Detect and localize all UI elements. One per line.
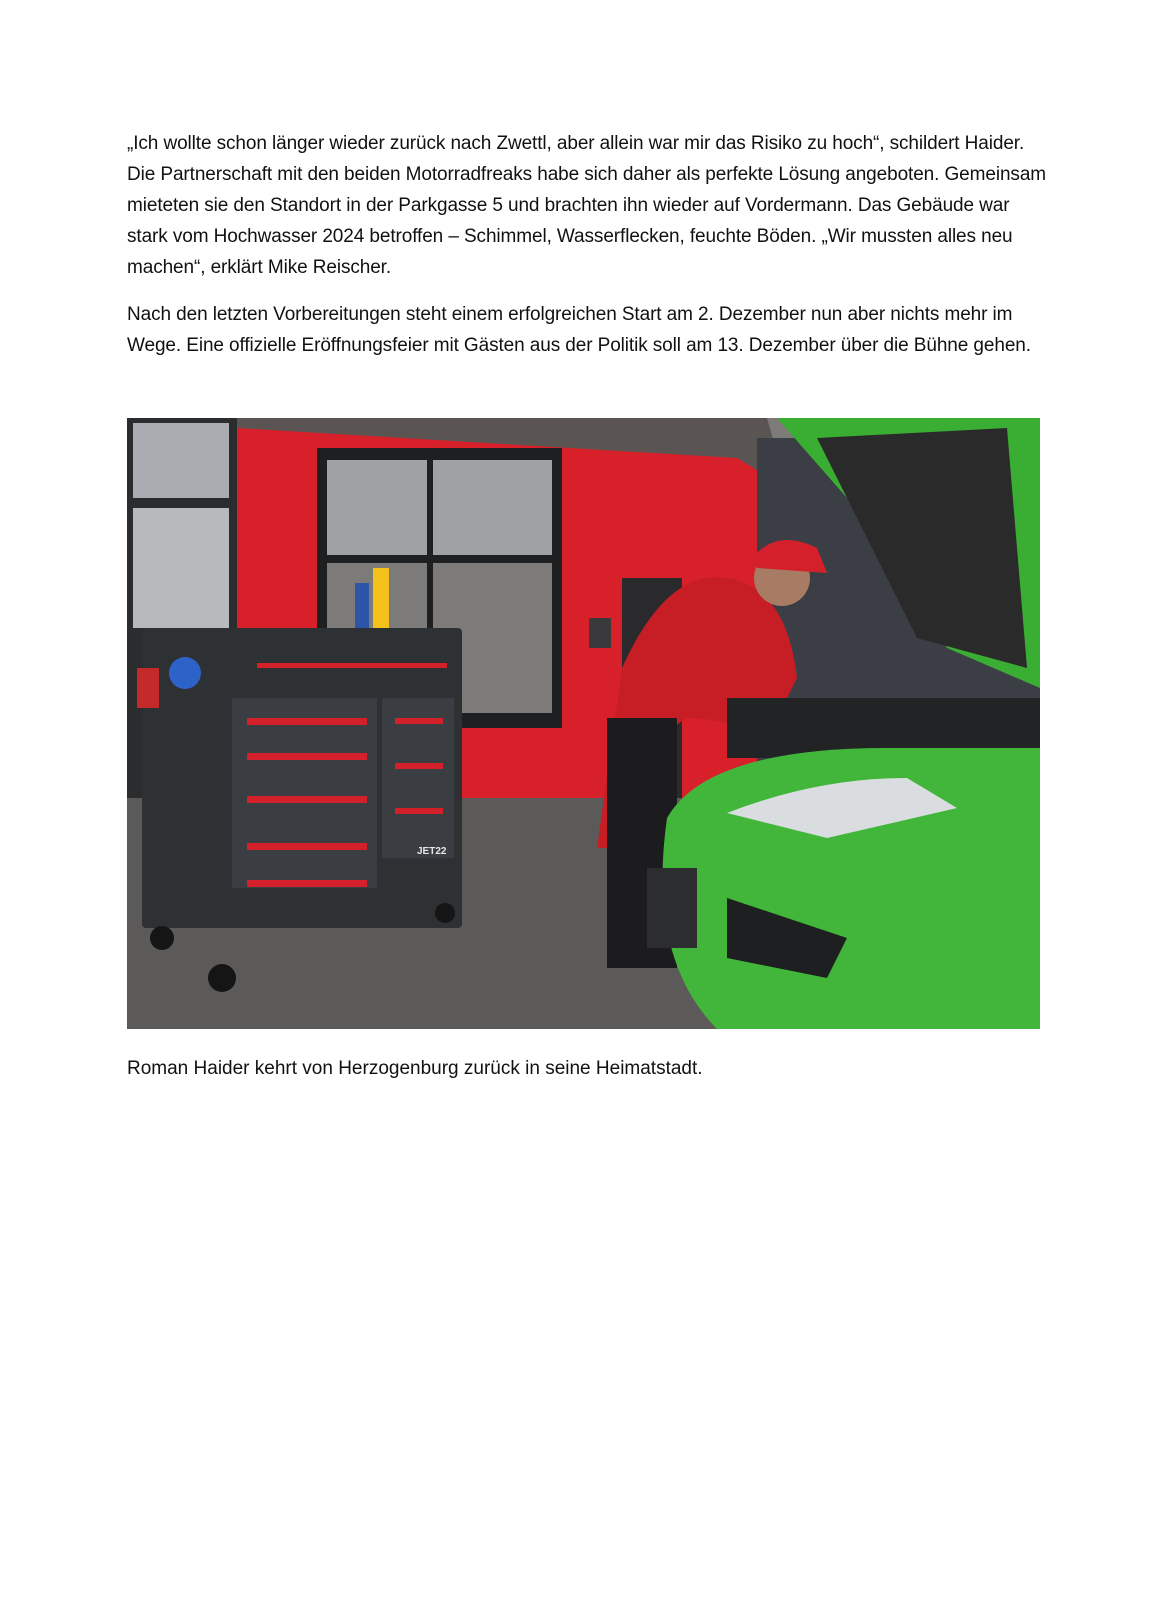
paragraph-2: Nach den letzten Vorbereitungen steht einem erfolgreichen Start am 2. Dezember nun aber nichts mehr im Wege. Eine offizielle Eröffnungsfeier mit Gästen aus der Politik soll am 13. Dezember über die Bühne gehen. bbox=[127, 304, 1031, 356]
article-photo bbox=[127, 418, 1040, 1029]
paragraph-1: „Ich wollte schon länger wieder zurück nach Zwettl, aber allein war mir das Risiko zu hoch“, schildert Haider. Die Partnerschaft mit den beiden Motorradfreaks habe sich daher als perfekte Lösung angeboten. Gemeinsam mieteten sie den Standort in der Parkgasse 5 und brachten ihn wieder auf Vordermann. Das Gebäude war stark vom Hochwasser 2024 betroffen – Schimmel, Wasserflecken, feuchte Böden. „Wir mussten alles neu machen“, erklärt Mike Reischer. bbox=[127, 133, 1047, 278]
photo-caption: Roman Haider kehrt von Herzogenburg zurück in seine Heimatstadt. bbox=[127, 1058, 703, 1079]
article-body bbox=[127, 128, 1047, 377]
cabinet-brand-label: JET22 bbox=[417, 846, 447, 857]
